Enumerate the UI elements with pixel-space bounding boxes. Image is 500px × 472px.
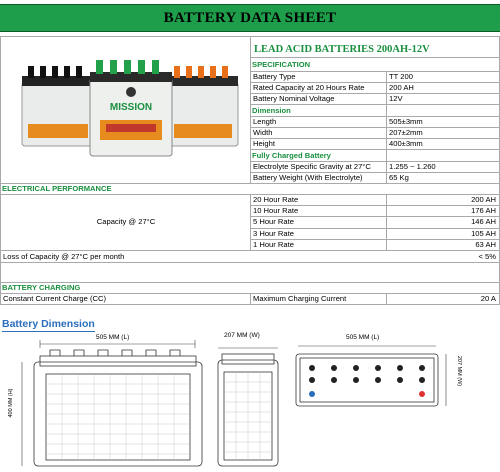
front-view-drawing <box>10 334 210 470</box>
dimension-value: 400±3mm <box>389 139 423 148</box>
spec-label: Rated Capacity at 20 Hours Rate <box>253 83 365 92</box>
fully-charged-value: 1.255 ~ 1.260 <box>389 162 436 171</box>
rate-value: 105 AH <box>471 229 496 238</box>
battery-dimension-heading: Battery Dimension <box>2 318 95 330</box>
electrical-heading: ELECTRICAL PERFORMANCE <box>2 184 112 193</box>
brand-logo: MISSION <box>109 102 153 113</box>
orange-battery <box>168 66 238 146</box>
specification-heading: SPECIFICATION <box>252 60 311 69</box>
dimension-value: 207±2mm <box>389 128 423 137</box>
rate-value: 176 AH <box>471 206 496 215</box>
side-view-drawing <box>212 334 286 470</box>
product-title: LEAD ACID BATTERIES 200AH-12V <box>254 44 430 55</box>
charging-value: 20 A <box>480 294 496 303</box>
dimension-label: Height <box>253 139 275 148</box>
top-view-drawing <box>290 334 480 414</box>
fully-charged-label: Electrolyte Specific Gravity at 27°C <box>253 162 371 171</box>
side-width-label: 207 MM (W) <box>224 332 260 339</box>
dimension-label: Length <box>253 117 277 126</box>
battery-product-image <box>10 60 250 160</box>
spec-value: 12V <box>389 94 403 103</box>
loss-label: Loss of Capacity @ 27°C per month <box>3 252 125 261</box>
top-length-label: 505 MM (L) <box>346 334 380 341</box>
loss-value: < 5% <box>478 252 496 261</box>
charging-label: Constant Current Charge (CC) <box>3 294 106 303</box>
dimension-heading: Dimension <box>252 106 291 115</box>
rate-label: 3 Hour Rate <box>253 229 294 238</box>
fully-charged-heading: Fully Charged Battery <box>252 151 331 160</box>
rate-label: 20 Hour Rate <box>253 195 299 204</box>
spec-label: Battery Type <box>253 72 296 81</box>
rate-value: 146 AH <box>471 217 496 226</box>
rate-label: 5 Hour Rate <box>253 217 294 226</box>
black-battery <box>22 66 94 146</box>
top-width-label: 207 MM (W) <box>456 355 462 387</box>
charging-param: Maximum Charging Current <box>253 294 347 303</box>
page-title: BATTERY DATA SHEET <box>163 9 337 26</box>
front-height-label: 400 MM (H) <box>8 388 14 418</box>
front-length-label: 505 MM (L) <box>96 334 130 341</box>
spec-value: 200 AH <box>389 83 414 92</box>
fully-charged-label: Battery Weight (With Electrolyte) <box>253 173 363 182</box>
rate-label: 10 Hour Rate <box>253 206 299 215</box>
spec-value: TT 200 <box>389 72 413 81</box>
rate-value: 63 AH <box>475 240 496 249</box>
rate-label: 1 Hour Rate <box>253 240 294 249</box>
fully-charged-value: 65 Kg <box>389 173 409 182</box>
title-bar <box>0 4 500 32</box>
dimension-value: 505±3mm <box>389 117 423 126</box>
capacity-label: Capacity @ 27°C <box>96 217 156 226</box>
charging-heading: BATTERY CHARGING <box>2 283 81 292</box>
dimension-label: Width <box>253 128 273 137</box>
rate-value: 200 AH <box>471 195 496 204</box>
spec-label: Battery Nominal Voltage <box>253 94 335 103</box>
